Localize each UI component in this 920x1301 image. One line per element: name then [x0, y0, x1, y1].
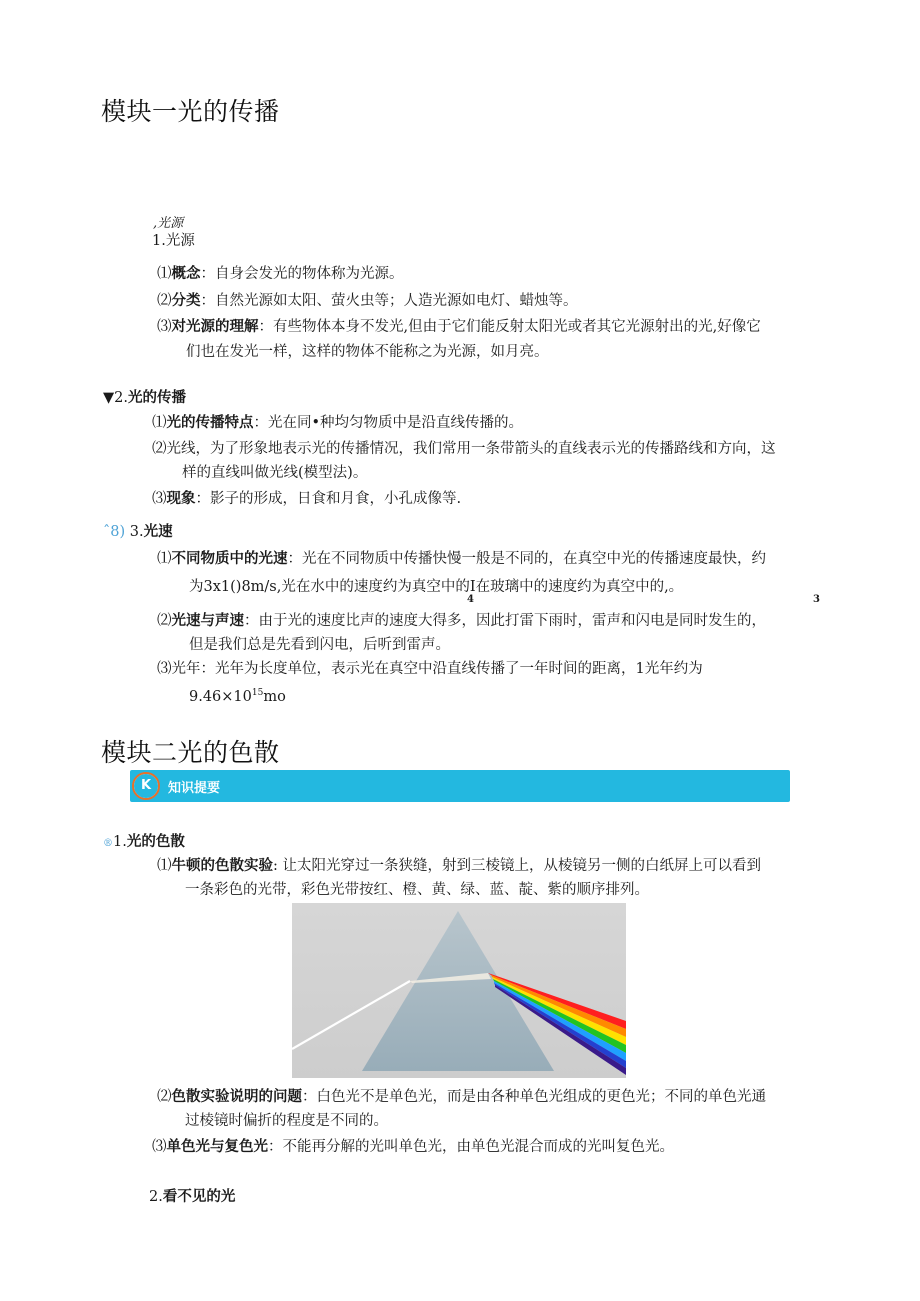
triangle-marker-icon: ▼ [103, 390, 115, 406]
light-source-item-3: ⑶对光源的理解：有些物体本身不发光,但由于它们能反射太阳光或者其它光源射出的光,好像它 [157, 319, 761, 335]
section-1-1-heading: 1.光源 [152, 233, 195, 249]
knowledge-banner [130, 770, 790, 802]
light-source-item-2: ⑵分类：自然光源如太阳、萤火虫等；人造光源如电灯、蜡烛等。 [157, 293, 578, 309]
section-2-1-heading: ®1.光的色散 [103, 834, 185, 850]
light-speed-item-3: ⑶光年：光年为长度单位，表示光在真空中沿直线传播了一年时间的距离，1光年约为 [157, 661, 703, 677]
banner-label: 知识提要 [168, 781, 221, 796]
module1-subheading: ,光源 [153, 216, 184, 231]
light-speed-item-3-cont: $9.46\times 10^{15}mo$ [189, 688, 286, 705]
light-speed-item-1: ⑴不同物质中的光速：光在不同物质中传播快慢一般是不同的，在真空中光的传播速度最快，约 [157, 551, 766, 567]
light-source-item-3-cont: 们也在发光一样，这样的物体不能称之为光源，如月亮。 [186, 344, 549, 360]
module2-title: 模块二光的色散 [101, 738, 280, 767]
propagation-item-2: ⑵光线，为了形象地表示光的传播情况，我们常用一条带箭头的直线表示光的传播路线和方向，这 [152, 441, 776, 457]
fraction-numerator-2: 3 [813, 594, 820, 605]
marker-icon: ˆ8) [103, 524, 126, 540]
section-2-2-heading: 2.看不见的光 [149, 1189, 236, 1205]
dispersion-item-2: ⑵色散实验说明的问题：白色光不是单色光，而是由各种单色光组成的更色光；不同的单色光通 [157, 1089, 766, 1105]
light-source-item-1: ⑴概念：自身会发光的物体称为光源。 [157, 266, 404, 282]
light-speed-item-2: ⑵光速与声速：由于光的速度比声的速度大得多，因此打雷下雨时，雷声和闪电是同时发生的， [157, 613, 766, 629]
section-1-3-heading: ˆ8) 3.光速 [103, 524, 173, 540]
section-1-2-heading: ▼2.光的传播 [103, 390, 186, 406]
propagation-item-1: ⑴光的传播特点：光在同•种均匀物质中是沿直线传播的。 [152, 415, 524, 431]
dispersion-item-1: ⑴牛顿的色散实验: 让太阳光穿过一条狭缝，射到三棱镜上，从棱镜另一侧的白纸屏上可以看到 [157, 858, 761, 874]
light-speed-item-2-cont: 但是我们总是先看到闪电，后听到雷声。 [189, 637, 450, 653]
dispersion-item-1-cont: 一条彩色的光带，彩色光带按红、橙、黄、绿、蓝、靛、紫的顺序排列。 [185, 882, 649, 898]
propagation-item-3: ⑶现象：影子的形成，日食和月食，小孔成像等. [152, 491, 462, 507]
dispersion-item-2-cont: 过棱镜时偏折的程度是不同的。 [185, 1113, 388, 1129]
module1-title: 模块一光的传播 [101, 97, 280, 126]
fraction-numerator: 4 [467, 594, 474, 605]
prism-dispersion-figure [292, 903, 626, 1078]
propagation-item-2-cont: 样的直线叫做光线(模型法)。 [182, 465, 368, 481]
dispersion-item-3: ⑶单色光与复色光：不能再分解的光叫单色光，由单色光混合而成的光叫复色光。 [152, 1139, 674, 1155]
light-speed-item-1-cont: 为3x1()8m/s,光在水中的速度约为真空中的I在玻璃中的速度约为真空中的,。 [189, 579, 684, 595]
k-badge-icon: K [132, 772, 160, 800]
marker-icon: ® [103, 838, 113, 849]
